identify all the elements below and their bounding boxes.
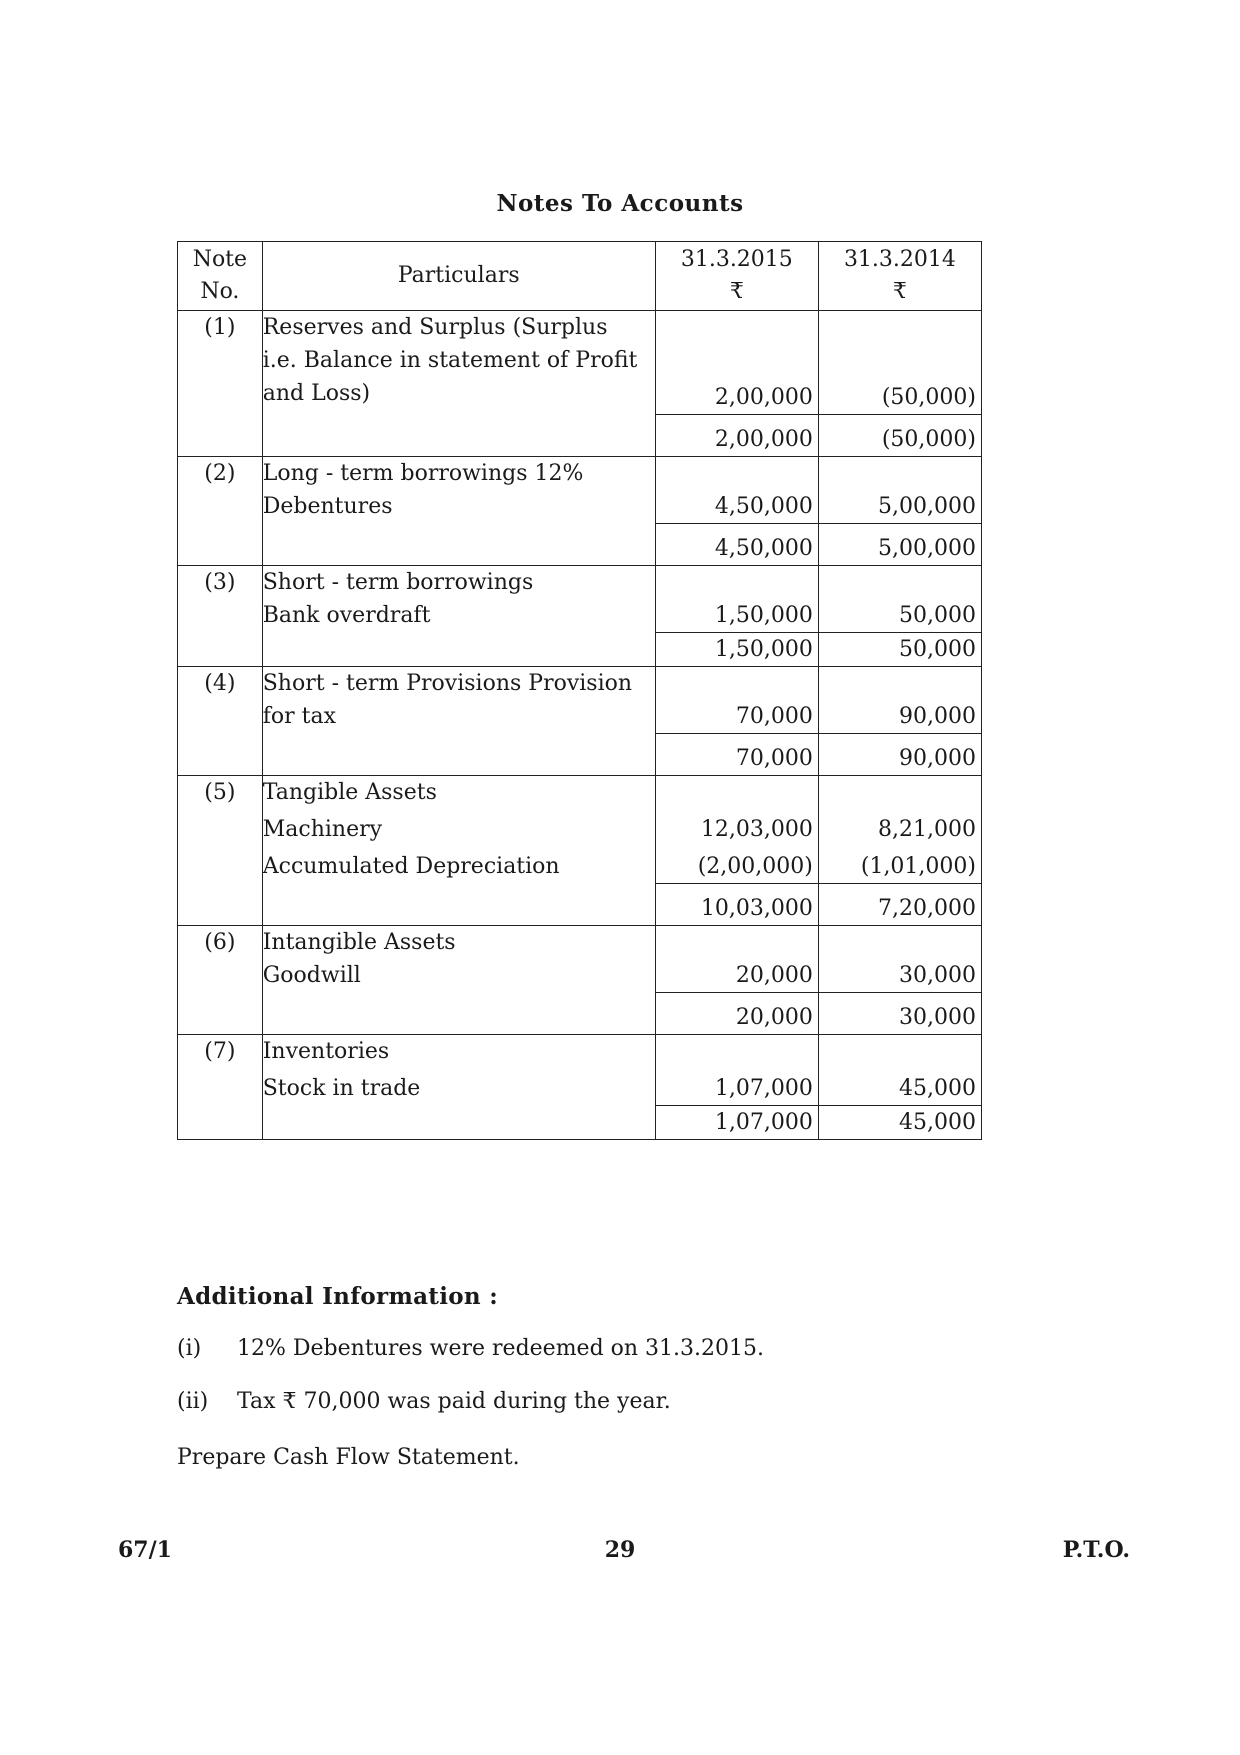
amount-line: (50,000) xyxy=(881,385,976,410)
amount-cell-2015 xyxy=(655,926,818,1035)
amount-total: 90,000 xyxy=(819,733,981,775)
amount-total: 10,03,000 xyxy=(656,883,818,925)
amount-line xyxy=(819,311,981,344)
amount-line: 12,03,000 xyxy=(700,817,813,842)
amount-total: 1,07,000 xyxy=(656,1105,818,1139)
amount-cell-2014 xyxy=(818,457,981,566)
amount-cell-2014 xyxy=(818,311,981,457)
info-item-number: (i) xyxy=(177,1336,202,1361)
amount-cell-2014 xyxy=(818,667,981,776)
amount-line: 90,000 xyxy=(899,704,976,729)
particulars-line: Tangible Assets xyxy=(262,780,437,805)
header-2015: 31.3.2015 ₹ xyxy=(655,242,818,311)
note-number-cell: (2) xyxy=(178,457,263,566)
amount-cell-2015 xyxy=(655,566,818,667)
particulars-line: Reserves and Surplus (Surplus xyxy=(262,315,608,340)
amount-total: 4,50,000 xyxy=(656,523,818,565)
particulars-line: Debentures xyxy=(262,494,393,519)
particulars-cell xyxy=(262,667,655,776)
amount-total: 20,000 xyxy=(656,992,818,1034)
table-row xyxy=(178,667,982,776)
amount-line xyxy=(656,776,818,809)
amount-line xyxy=(656,1035,818,1068)
amount-line: (2,00,000) xyxy=(697,854,813,879)
note-number-cell: (5) xyxy=(178,776,263,926)
amount-cell-2014 xyxy=(818,776,981,926)
particulars-line: i.e. Balance in statement of Profit xyxy=(262,348,638,373)
amount-total: 2,00,000 xyxy=(656,414,818,456)
amount-line xyxy=(656,311,818,344)
info-item xyxy=(177,1389,671,1414)
amount-total: 70,000 xyxy=(656,733,818,775)
amount-line xyxy=(656,566,818,599)
amount-line xyxy=(819,566,981,599)
particulars-cell xyxy=(262,776,655,926)
note-number-cell: (4) xyxy=(178,667,263,776)
amount-line: 1,07,000 xyxy=(714,1076,813,1101)
amount-total: 7,20,000 xyxy=(819,883,981,925)
particulars-line: Accumulated Depreciation xyxy=(262,854,560,879)
amount-line xyxy=(656,926,818,959)
header-note-no: Note No. xyxy=(178,242,263,311)
amount-line xyxy=(819,344,981,377)
amount-line xyxy=(656,344,818,377)
amount-cell-2014 xyxy=(818,1035,981,1140)
particulars-cell xyxy=(262,926,655,1035)
amount-cell-2015 xyxy=(655,311,818,457)
amount-line xyxy=(819,776,981,809)
particulars-line: and Loss) xyxy=(262,381,371,406)
amount-cell-2015 xyxy=(655,1035,818,1140)
amount-line: 20,000 xyxy=(735,963,813,988)
particulars-line: Short - term borrowings xyxy=(262,570,534,595)
amount-line xyxy=(819,667,981,700)
particulars-line: Short - term Provisions Provision xyxy=(262,671,633,696)
page-number: 29 xyxy=(604,1537,636,1563)
particulars-cell xyxy=(262,566,655,667)
pto-label: P.T.O. xyxy=(1062,1537,1130,1563)
table-header-row xyxy=(178,242,982,311)
particulars-cell xyxy=(262,1035,655,1140)
header-2014: 31.3.2014 ₹ xyxy=(818,242,981,311)
amount-total: (50,000) xyxy=(819,414,981,456)
info-item xyxy=(177,1336,764,1361)
particulars-cell xyxy=(262,457,655,566)
amount-line: 4,50,000 xyxy=(714,494,813,519)
particulars-line: Machinery xyxy=(262,817,383,842)
amount-line: 45,000 xyxy=(899,1076,976,1101)
amount-line xyxy=(656,667,818,700)
amount-total: 1,50,000 xyxy=(656,632,818,666)
particulars-line: Intangible Assets xyxy=(262,930,456,955)
amount-line: 50,000 xyxy=(899,603,976,628)
instruction-text: Prepare Cash Flow Statement. xyxy=(177,1445,520,1470)
note-number-cell: (3) xyxy=(178,566,263,667)
particulars-line: Goodwill xyxy=(262,963,361,988)
info-item-number: (ii) xyxy=(177,1389,209,1414)
note-number-cell: (6) xyxy=(178,926,263,1035)
info-item-text: 12% Debentures were redeemed on 31.3.2015. xyxy=(237,1336,765,1361)
amount-total: 45,000 xyxy=(819,1105,981,1139)
table-row xyxy=(178,1035,982,1140)
amount-cell-2015 xyxy=(655,776,818,926)
amount-total: 5,00,000 xyxy=(819,523,981,565)
amount-line: 1,50,000 xyxy=(714,603,813,628)
additional-info-heading: Additional Information : xyxy=(177,1283,499,1310)
table-row xyxy=(178,926,982,1035)
amount-line xyxy=(656,457,818,490)
amount-line xyxy=(819,1035,981,1068)
amount-cell-2015 xyxy=(655,457,818,566)
amount-total: 50,000 xyxy=(819,632,981,666)
table-row xyxy=(178,776,982,926)
amount-line xyxy=(819,457,981,490)
amount-line: 8,21,000 xyxy=(878,817,976,842)
notes-table xyxy=(177,241,982,1140)
particulars-line: Stock in trade xyxy=(262,1076,421,1101)
table-row xyxy=(178,311,982,457)
particulars-line: Long - term borrowings 12% xyxy=(262,461,584,486)
amount-line: 5,00,000 xyxy=(878,494,976,519)
particulars-line: Bank overdraft xyxy=(262,603,431,628)
amount-cell-2014 xyxy=(818,926,981,1035)
particulars-line: Inventories xyxy=(262,1039,390,1064)
amount-cell-2015 xyxy=(655,667,818,776)
page-title: Notes To Accounts xyxy=(496,190,744,217)
amount-cell-2014 xyxy=(818,566,981,667)
amount-line: 30,000 xyxy=(899,963,976,988)
amount-line xyxy=(819,926,981,959)
particulars-line: for tax xyxy=(262,704,336,729)
header-particulars: Particulars xyxy=(262,242,655,311)
paper-code: 67/1 xyxy=(118,1537,172,1563)
particulars-cell xyxy=(262,311,655,457)
amount-line: 2,00,000 xyxy=(714,385,813,410)
info-item-text: Tax ₹ 70,000 was paid during the year. xyxy=(237,1389,671,1414)
note-number-cell: (1) xyxy=(178,311,263,457)
table-row xyxy=(178,457,982,566)
note-number-cell: (7) xyxy=(178,1035,263,1140)
amount-line: 70,000 xyxy=(735,704,813,729)
amount-line: (1,01,000) xyxy=(860,854,976,879)
amount-total: 30,000 xyxy=(819,992,981,1034)
table-row xyxy=(178,566,982,667)
